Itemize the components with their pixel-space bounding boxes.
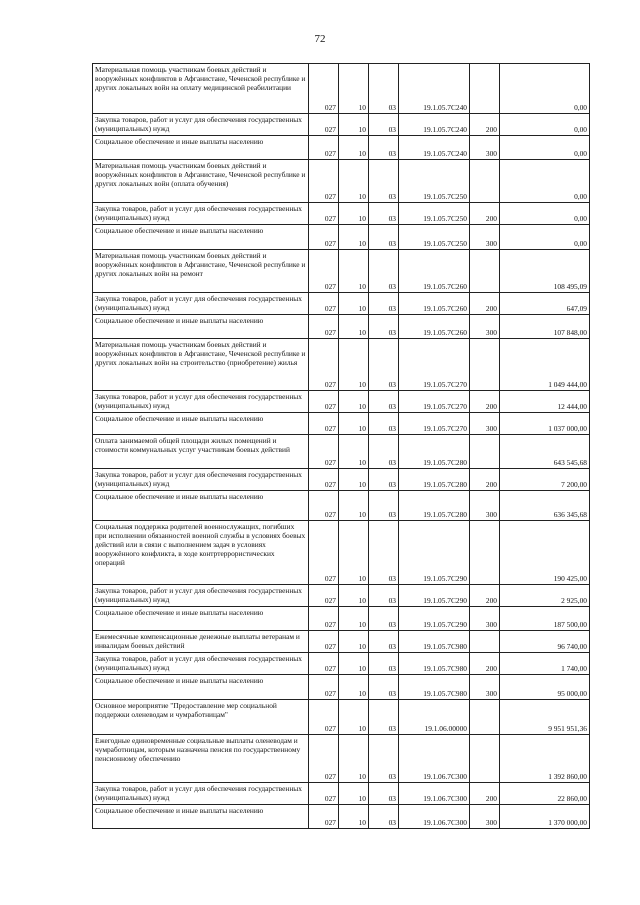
row-vr-cell bbox=[470, 631, 500, 653]
row-rz-cell: 10 bbox=[339, 203, 369, 225]
row-vr-cell: 200 bbox=[470, 391, 500, 413]
row-gr-cell: 027 bbox=[309, 469, 339, 491]
row-pr-cell: 03 bbox=[369, 783, 399, 805]
row-rz-cell: 10 bbox=[339, 521, 369, 585]
row-name-cell: Закупка товаров, работ и услуг для обеспечения государственных (муниципальных) нужд bbox=[93, 653, 309, 675]
row-name-cell: Социальное обеспечение и иные выплаты населению bbox=[93, 413, 309, 435]
row-amount-cell: 2 925,00 bbox=[500, 585, 590, 607]
row-amount-cell: 9 951 951,36 bbox=[500, 700, 590, 735]
row-amount-cell: 0,00 bbox=[500, 225, 590, 250]
row-amount-cell: 187 500,00 bbox=[500, 607, 590, 631]
row-pr-cell: 03 bbox=[369, 700, 399, 735]
row-rz-cell: 10 bbox=[339, 491, 369, 521]
row-pr-cell: 03 bbox=[369, 631, 399, 653]
row-rz-cell: 10 bbox=[339, 585, 369, 607]
row-rz-cell: 10 bbox=[339, 136, 369, 160]
row-gr-cell: 027 bbox=[309, 339, 339, 391]
table-row bbox=[93, 700, 590, 735]
row-csr-cell: 19.1.05.7С240 bbox=[399, 114, 470, 136]
table-row bbox=[93, 391, 590, 413]
table-row bbox=[93, 203, 590, 225]
row-gr-cell: 027 bbox=[309, 585, 339, 607]
row-vr-cell: 200 bbox=[470, 203, 500, 225]
table-row bbox=[93, 435, 590, 469]
table-row bbox=[93, 250, 590, 293]
row-amount-cell: 0,00 bbox=[500, 160, 590, 203]
row-csr-cell: 19.1.05.7С270 bbox=[399, 413, 470, 435]
table-row bbox=[93, 585, 590, 607]
row-rz-cell: 10 bbox=[339, 805, 369, 829]
row-rz-cell: 10 bbox=[339, 315, 369, 339]
row-rz-cell: 10 bbox=[339, 631, 369, 653]
table-row bbox=[93, 160, 590, 203]
row-csr-cell: 19.1.05.7С290 bbox=[399, 607, 470, 631]
row-gr-cell: 027 bbox=[309, 225, 339, 250]
row-amount-cell: 96 740,00 bbox=[500, 631, 590, 653]
row-pr-cell: 03 bbox=[369, 805, 399, 829]
row-amount-cell: 1 037 000,00 bbox=[500, 413, 590, 435]
row-vr-cell bbox=[470, 160, 500, 203]
row-csr-cell: 19.1.06.00000 bbox=[399, 700, 470, 735]
table-row bbox=[93, 783, 590, 805]
row-amount-cell: 1 740,00 bbox=[500, 653, 590, 675]
row-rz-cell: 10 bbox=[339, 607, 369, 631]
row-vr-cell bbox=[470, 700, 500, 735]
row-amount-cell: 0,00 bbox=[500, 136, 590, 160]
row-pr-cell: 03 bbox=[369, 435, 399, 469]
row-vr-cell: 300 bbox=[470, 491, 500, 521]
row-name-cell: Социальное обеспечение и иные выплаты населению bbox=[93, 136, 309, 160]
row-pr-cell: 03 bbox=[369, 391, 399, 413]
row-vr-cell: 300 bbox=[470, 675, 500, 700]
row-rz-cell: 10 bbox=[339, 250, 369, 293]
row-name-cell: Социальное обеспечение и иные выплаты населению bbox=[93, 805, 309, 829]
row-gr-cell: 027 bbox=[309, 413, 339, 435]
row-csr-cell: 19.1.05.7С250 bbox=[399, 203, 470, 225]
row-pr-cell: 03 bbox=[369, 64, 399, 114]
row-vr-cell: 200 bbox=[470, 114, 500, 136]
row-name-cell: Основное мероприятие "Предоставление мер социальной поддержки оленеводам и чумработницам" bbox=[93, 700, 309, 735]
row-pr-cell: 03 bbox=[369, 607, 399, 631]
row-name-cell: Материальная помощь участникам боевых действий и вооружённых конфликтов в Афганистане, Чеченской республике и других локальных войн (оплата обучения) bbox=[93, 160, 309, 203]
row-name-cell: Социальное обеспечение и иные выплаты населению bbox=[93, 225, 309, 250]
row-vr-cell: 300 bbox=[470, 225, 500, 250]
row-name-cell: Социальная поддержка родителей военнослужащих, погибших при исполнении обязанностей военной службы в условиях боевых действий или в связи с выполнением задач в условиях вооружённого конфликта, в ходе контртеррористических операций bbox=[93, 521, 309, 585]
row-vr-cell bbox=[470, 521, 500, 585]
row-csr-cell: 19.1.05.7С260 bbox=[399, 293, 470, 315]
row-name-cell: Закупка товаров, работ и услуг для обеспечения государственных (муниципальных) нужд bbox=[93, 203, 309, 225]
row-gr-cell: 027 bbox=[309, 203, 339, 225]
budget-table bbox=[92, 63, 590, 829]
row-csr-cell: 19.1.05.7С290 bbox=[399, 585, 470, 607]
row-rz-cell: 10 bbox=[339, 700, 369, 735]
row-name-cell: Социальное обеспечение и иные выплаты населению bbox=[93, 315, 309, 339]
row-name-cell: Оплата занимаемой общей площади жилых помещений и стоимости коммунальных услуг участникам боевых действий bbox=[93, 435, 309, 469]
row-name-cell: Социальное обеспечение и иные выплаты населению bbox=[93, 675, 309, 700]
table-row bbox=[93, 64, 590, 114]
table-row bbox=[93, 735, 590, 783]
row-rz-cell: 10 bbox=[339, 225, 369, 250]
row-amount-cell: 108 495,09 bbox=[500, 250, 590, 293]
row-csr-cell: 19.1.05.7С260 bbox=[399, 315, 470, 339]
row-gr-cell: 027 bbox=[309, 521, 339, 585]
row-csr-cell: 19.1.05.7С280 bbox=[399, 435, 470, 469]
row-amount-cell: 190 425,00 bbox=[500, 521, 590, 585]
row-csr-cell: 19.1.05.7С290 bbox=[399, 521, 470, 585]
row-name-cell: Материальная помощь участникам боевых действий и вооружённых конфликтов в Афганистане, Чеченской республике и других локальных войн на оплату медицинской реабилитации bbox=[93, 64, 309, 114]
row-vr-cell: 200 bbox=[470, 293, 500, 315]
row-name-cell: Социальное обеспечение и иные выплаты населению bbox=[93, 491, 309, 521]
row-gr-cell: 027 bbox=[309, 136, 339, 160]
row-pr-cell: 03 bbox=[369, 136, 399, 160]
row-amount-cell: 1 392 860,00 bbox=[500, 735, 590, 783]
row-pr-cell: 03 bbox=[369, 339, 399, 391]
row-csr-cell: 19.1.05.7С980 bbox=[399, 675, 470, 700]
row-rz-cell: 10 bbox=[339, 675, 369, 700]
table-row bbox=[93, 469, 590, 491]
row-gr-cell: 027 bbox=[309, 735, 339, 783]
table-row bbox=[93, 136, 590, 160]
row-pr-cell: 03 bbox=[369, 225, 399, 250]
row-rz-cell: 10 bbox=[339, 653, 369, 675]
table-row bbox=[93, 413, 590, 435]
row-csr-cell: 19.1.05.7С270 bbox=[399, 339, 470, 391]
row-name-cell: Материальная помощь участникам боевых действий и вооружённых конфликтов в Афганистане, Чеченской республике и других локальных войн на ремонт bbox=[93, 250, 309, 293]
row-gr-cell: 027 bbox=[309, 607, 339, 631]
row-csr-cell: 19.1.06.7С300 bbox=[399, 805, 470, 829]
row-pr-cell: 03 bbox=[369, 653, 399, 675]
row-gr-cell: 027 bbox=[309, 700, 339, 735]
row-name-cell: Закупка товаров, работ и услуг для обеспечения государственных (муниципальных) нужд bbox=[93, 114, 309, 136]
row-gr-cell: 027 bbox=[309, 293, 339, 315]
row-csr-cell: 19.1.05.7С980 bbox=[399, 653, 470, 675]
row-amount-cell: 1 370 000,00 bbox=[500, 805, 590, 829]
row-vr-cell: 300 bbox=[470, 413, 500, 435]
row-vr-cell: 200 bbox=[470, 653, 500, 675]
row-amount-cell: 95 000,00 bbox=[500, 675, 590, 700]
row-amount-cell: 22 860,00 bbox=[500, 783, 590, 805]
row-vr-cell bbox=[470, 435, 500, 469]
row-pr-cell: 03 bbox=[369, 250, 399, 293]
row-amount-cell: 643 545,68 bbox=[500, 435, 590, 469]
row-vr-cell bbox=[470, 735, 500, 783]
row-gr-cell: 027 bbox=[309, 391, 339, 413]
row-vr-cell: 300 bbox=[470, 607, 500, 631]
row-csr-cell: 19.1.05.7С980 bbox=[399, 631, 470, 653]
row-csr-cell: 19.1.05.7С240 bbox=[399, 136, 470, 160]
row-vr-cell: 300 bbox=[470, 315, 500, 339]
row-pr-cell: 03 bbox=[369, 293, 399, 315]
row-pr-cell: 03 bbox=[369, 675, 399, 700]
row-pr-cell: 03 bbox=[369, 735, 399, 783]
table-row bbox=[93, 491, 590, 521]
row-gr-cell: 027 bbox=[309, 114, 339, 136]
row-vr-cell: 300 bbox=[470, 805, 500, 829]
table-row bbox=[93, 293, 590, 315]
row-gr-cell: 027 bbox=[309, 64, 339, 114]
table-row bbox=[93, 675, 590, 700]
row-pr-cell: 03 bbox=[369, 160, 399, 203]
row-amount-cell: 0,00 bbox=[500, 203, 590, 225]
row-csr-cell: 19.1.06.7С300 bbox=[399, 735, 470, 783]
row-name-cell: Ежемесячные компенсационные денежные выплаты ветеранам и инвалидам боевых действий bbox=[93, 631, 309, 653]
row-vr-cell: 200 bbox=[470, 469, 500, 491]
row-gr-cell: 027 bbox=[309, 160, 339, 203]
row-amount-cell: 107 848,00 bbox=[500, 315, 590, 339]
row-pr-cell: 03 bbox=[369, 469, 399, 491]
row-gr-cell: 027 bbox=[309, 653, 339, 675]
row-csr-cell: 19.1.06.7С300 bbox=[399, 783, 470, 805]
row-gr-cell: 027 bbox=[309, 675, 339, 700]
row-amount-cell: 0,00 bbox=[500, 114, 590, 136]
table-row bbox=[93, 315, 590, 339]
row-amount-cell: 1 049 444,00 bbox=[500, 339, 590, 391]
row-rz-cell: 10 bbox=[339, 735, 369, 783]
table-row bbox=[93, 114, 590, 136]
row-csr-cell: 19.1.05.7С280 bbox=[399, 491, 470, 521]
row-amount-cell: 636 345,68 bbox=[500, 491, 590, 521]
table-row bbox=[93, 225, 590, 250]
table-row bbox=[93, 607, 590, 631]
row-rz-cell: 10 bbox=[339, 413, 369, 435]
table-row bbox=[93, 521, 590, 585]
row-gr-cell: 027 bbox=[309, 250, 339, 293]
row-csr-cell: 19.1.05.7С270 bbox=[399, 391, 470, 413]
row-csr-cell: 19.1.05.7С260 bbox=[399, 250, 470, 293]
row-pr-cell: 03 bbox=[369, 114, 399, 136]
row-csr-cell: 19.1.05.7С250 bbox=[399, 225, 470, 250]
row-amount-cell: 0,00 bbox=[500, 64, 590, 114]
row-pr-cell: 03 bbox=[369, 521, 399, 585]
row-vr-cell: 300 bbox=[470, 136, 500, 160]
row-gr-cell: 027 bbox=[309, 315, 339, 339]
row-name-cell: Закупка товаров, работ и услуг для обеспечения государственных (муниципальных) нужд bbox=[93, 391, 309, 413]
row-amount-cell: 12 444,00 bbox=[500, 391, 590, 413]
row-name-cell: Ежегодные единовременные социальные выплаты оленеводам и чумработницам, которым назначена пенсия по государственному пенсионному обеспечению bbox=[93, 735, 309, 783]
table-row bbox=[93, 805, 590, 829]
row-pr-cell: 03 bbox=[369, 203, 399, 225]
row-name-cell: Социальное обеспечение и иные выплаты населению bbox=[93, 607, 309, 631]
row-gr-cell: 027 bbox=[309, 805, 339, 829]
table-row bbox=[93, 339, 590, 391]
row-rz-cell: 10 bbox=[339, 391, 369, 413]
row-rz-cell: 10 bbox=[339, 435, 369, 469]
row-amount-cell: 647,09 bbox=[500, 293, 590, 315]
row-gr-cell: 027 bbox=[309, 491, 339, 521]
row-vr-cell: 200 bbox=[470, 585, 500, 607]
row-rz-cell: 10 bbox=[339, 293, 369, 315]
row-vr-cell bbox=[470, 250, 500, 293]
table-row bbox=[93, 631, 590, 653]
row-rz-cell: 10 bbox=[339, 160, 369, 203]
row-vr-cell bbox=[470, 339, 500, 391]
row-vr-cell: 200 bbox=[470, 783, 500, 805]
row-gr-cell: 027 bbox=[309, 783, 339, 805]
row-amount-cell: 7 200,00 bbox=[500, 469, 590, 491]
page-number: 72 bbox=[314, 33, 326, 45]
row-csr-cell: 19.1.05.7С250 bbox=[399, 160, 470, 203]
row-name-cell: Закупка товаров, работ и услуг для обеспечения государственных (муниципальных) нужд bbox=[93, 585, 309, 607]
row-rz-cell: 10 bbox=[339, 339, 369, 391]
row-name-cell: Закупка товаров, работ и услуг для обеспечения государственных (муниципальных) нужд bbox=[93, 783, 309, 805]
row-rz-cell: 10 bbox=[339, 114, 369, 136]
table-row bbox=[93, 653, 590, 675]
row-pr-cell: 03 bbox=[369, 315, 399, 339]
row-gr-cell: 027 bbox=[309, 435, 339, 469]
row-rz-cell: 10 bbox=[339, 64, 369, 114]
row-rz-cell: 10 bbox=[339, 469, 369, 491]
budget-table-body bbox=[93, 64, 590, 829]
row-csr-cell: 19.1.05.7С240 bbox=[399, 64, 470, 114]
row-vr-cell bbox=[470, 64, 500, 114]
row-name-cell: Закупка товаров, работ и услуг для обеспечения государственных (муниципальных) нужд bbox=[93, 293, 309, 315]
row-pr-cell: 03 bbox=[369, 413, 399, 435]
row-pr-cell: 03 bbox=[369, 585, 399, 607]
row-csr-cell: 19.1.05.7С280 bbox=[399, 469, 470, 491]
row-rz-cell: 10 bbox=[339, 783, 369, 805]
row-name-cell: Материальная помощь участникам боевых действий и вооружённых конфликтов в Афганистане, Чеченской республике и других локальных войн на строительство (приобретение) жилья bbox=[93, 339, 309, 391]
row-name-cell: Закупка товаров, работ и услуг для обеспечения государственных (муниципальных) нужд bbox=[93, 469, 309, 491]
row-gr-cell: 027 bbox=[309, 631, 339, 653]
row-pr-cell: 03 bbox=[369, 491, 399, 521]
